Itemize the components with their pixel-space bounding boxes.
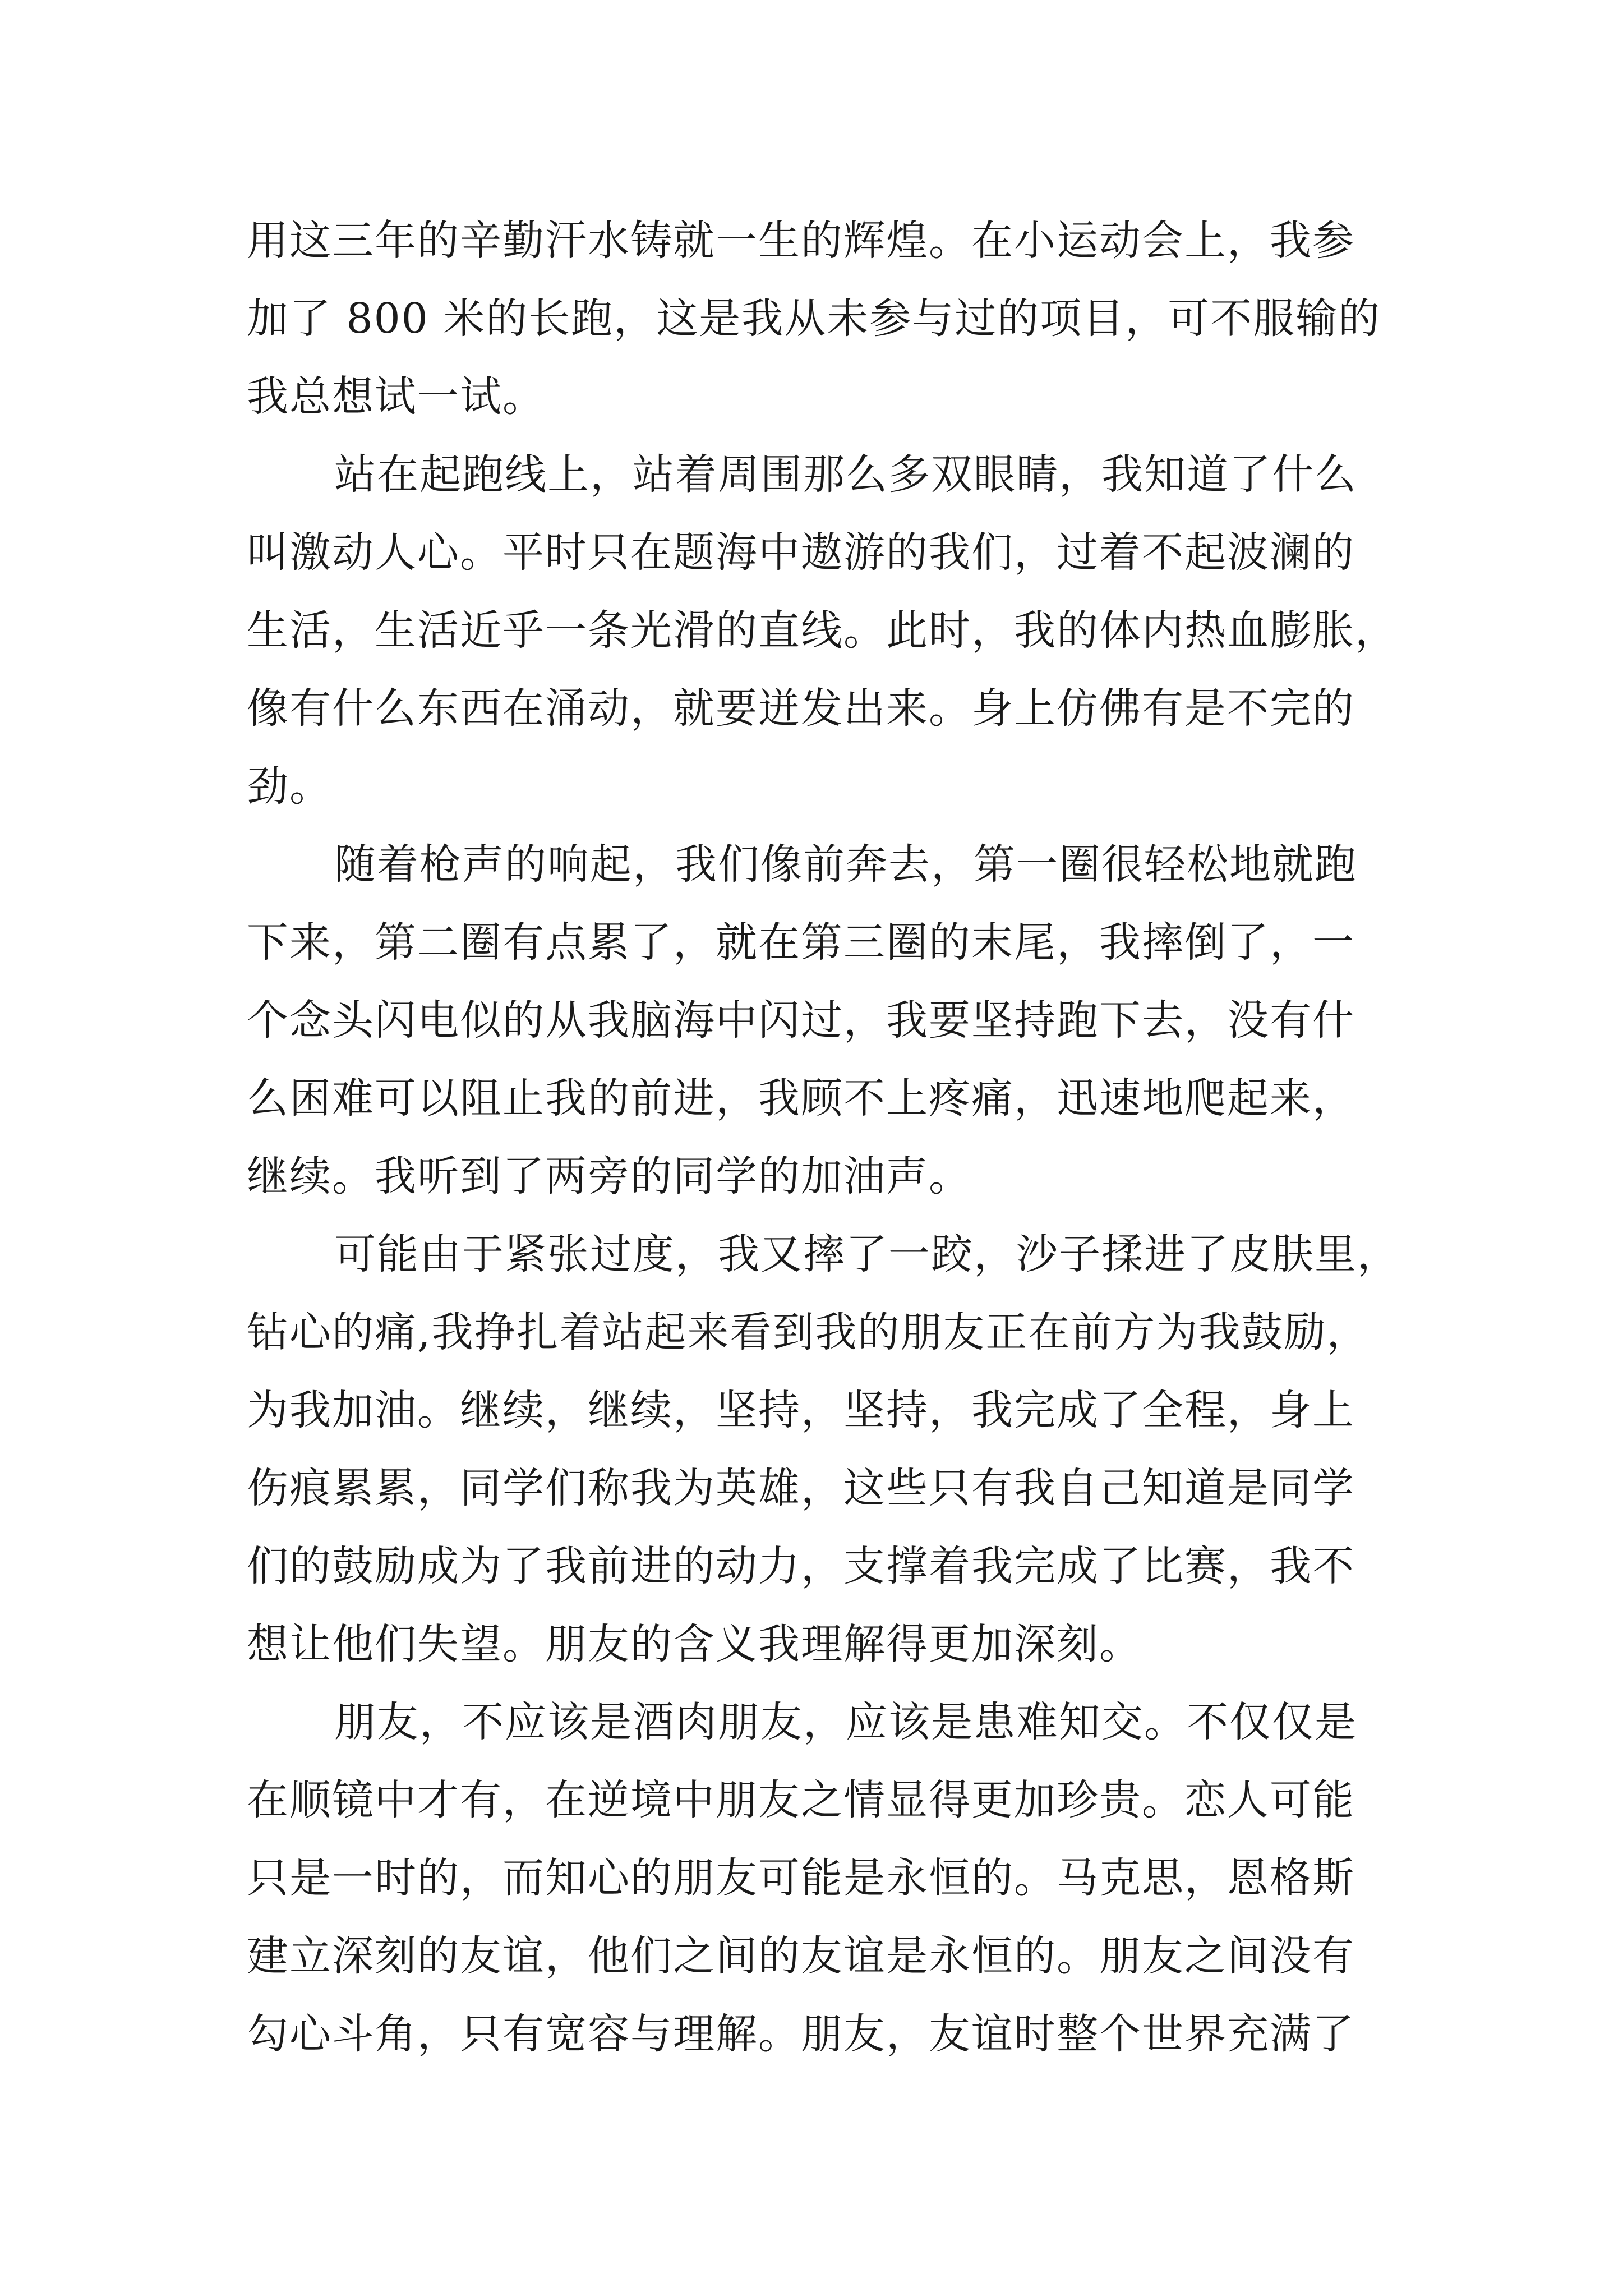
text-line: 为我加油。继续，继续，坚持，坚持，我完成了全程，身上: [247, 1386, 1355, 1434]
text-line: 继续。我听到了两旁的同学的加油声。: [247, 1152, 971, 1200]
text-line: 我总想试一试。: [247, 372, 545, 421]
text-line: 个念头闪电似的从我脑海中闪过，我要坚持跑下去，没有什: [247, 996, 1355, 1045]
essay-body: [247, 202, 1402, 2073]
paragraph-first-line: 站在起跑线上，站着周围那么多双眼睛，我知道了什么: [334, 450, 1357, 499]
text-line: 伤痕累累，同学们称我为英雄，这些只有我自己知道是同学: [247, 1464, 1355, 1512]
text-line: 下来，第二圈有点累了，就在第三圈的末尾，我摔倒了，一: [247, 918, 1355, 967]
text-line: 勾心斗角，只有宽容与理解。朋友，友谊时整个世界充满了: [247, 2010, 1355, 2058]
text-line: 加了 800 米的长跑，这是我从未参与过的项目，可不服输的: [247, 295, 1381, 343]
text-line: 钻心的痛,我挣扎着站起来看到我的朋友正在前方为我鼓励，: [247, 1308, 1370, 1356]
text-line: 劲。: [247, 762, 332, 811]
text-line: 用这三年的辛勤汗水铸就一生的辉煌。在小运动会上，我参: [247, 217, 1355, 265]
text-line: 想让他们失望。朋友的含义我理解得更加深刻。: [247, 1620, 1142, 1668]
text-line: 像有什么东西在涌动，就要迸发出来。身上仿佛有是不完的: [247, 684, 1355, 733]
text-line: 们的鼓励成为了我前进的动力，支撑着我完成了比赛，我不: [247, 1542, 1355, 1590]
paragraph-first-line: 朋友，不应该是酒肉朋友，应该是患难知交。不仅仅是: [334, 1698, 1357, 1746]
paragraph-first-line: 随着枪声的响起，我们像前奔去，第一圈很轻松地就跑: [334, 840, 1357, 889]
text-line: 生活，生活近乎一条光滑的直线。此时，我的体内热血膨胀，: [247, 606, 1398, 655]
text-line: 建立深刻的友谊，他们之间的友谊是永恒的。朋友之间没有: [247, 1932, 1355, 1980]
text-line: 只是一时的，而知心的朋友可能是永恒的。马克思，恩格斯: [247, 1854, 1355, 1902]
text-line: 么困难可以阻止我的前进，我顾不上疼痛，迅速地爬起来，: [247, 1074, 1355, 1122]
paragraph-first-line: 可能由于紧张过度，我又摔了一跤，沙子揉进了皮肤里，: [334, 1230, 1400, 1278]
text-line: 叫激动人心。平时只在题海中遨游的我们，过着不起波澜的: [247, 528, 1355, 577]
text-line: 在顺镜中才有，在逆境中朋友之情显得更加珍贵。恋人可能: [247, 1776, 1355, 1824]
